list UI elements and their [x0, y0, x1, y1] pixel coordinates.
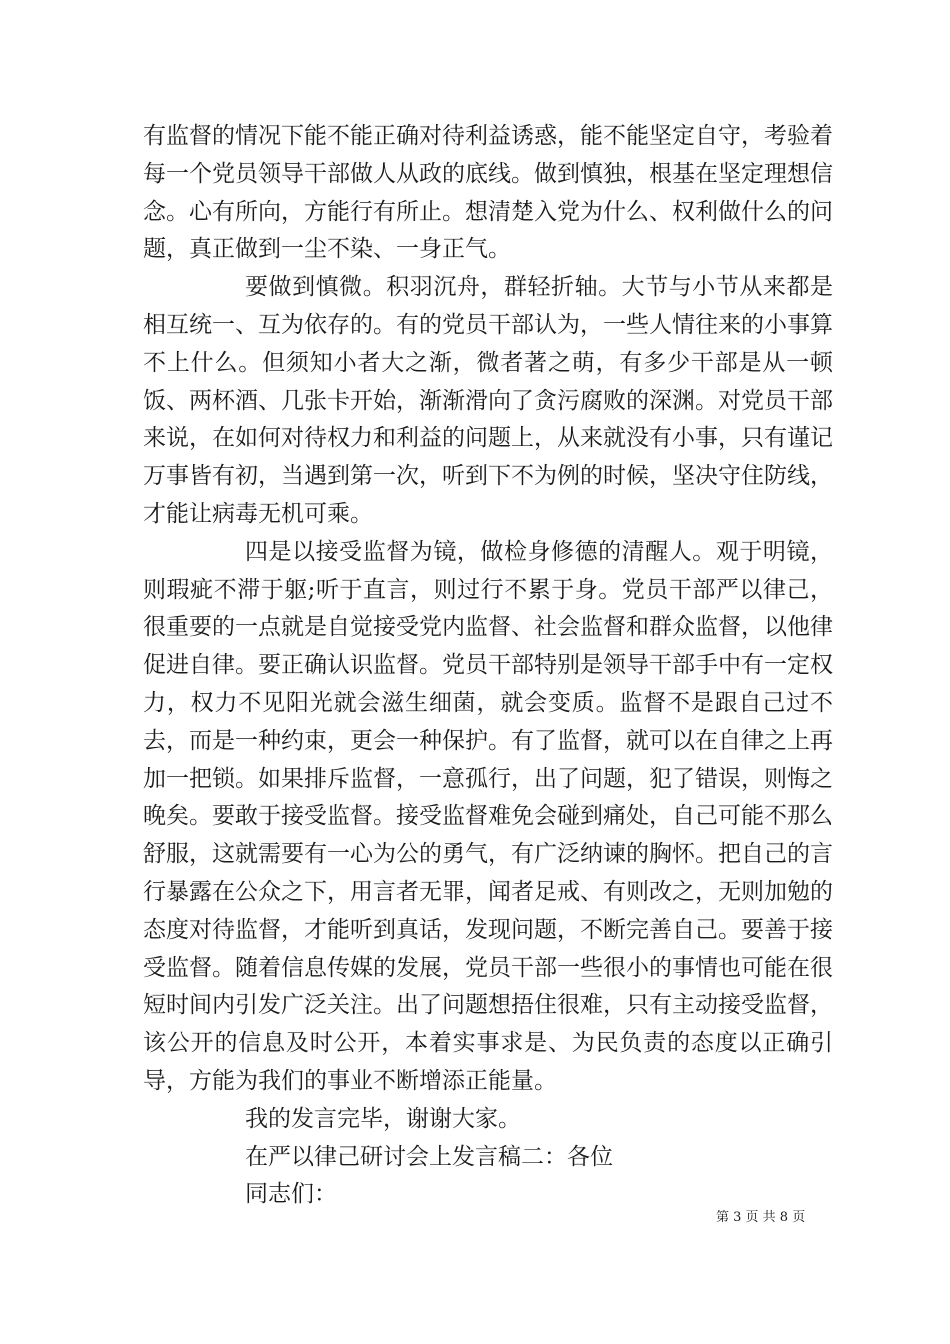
paragraph-shenwei: 要做到慎微。积羽沉舟，群轻折轴。大节与小节从来都是相互统一、互为依存的。有的党员干部认为，一些人情往来的小事算不上什么。但须知小者大之渐，微者著之萌，有多少干部是从一顿饭、两杯酒、几张卡开始，渐渐滑向了贪污腐败的深渊。对党员干部来说，在如何对待权力和利益的问题上，从来就没有小事，只有谨记万事皆有初，当遇到第一次，听到下不为例的时候，坚决守住防线，才能让病毒无机可乘。 — [143, 274, 833, 527]
paragraph-supervision: 四是以接受监督为镜，做检身修德的清醒人。观于明镜，则瑕疵不滞于躯;听于直言，则过行不累于身。党员干部严以律己，很重要的一点就是自觉接受党内监督、社会监督和群众监督，以他律促进自律。要正确认识监督。党员干部特别是领导干部手中有一定权力，权力不见阳光就会滋生细菌，就会变质。监督不是跟自己过不去，而是一种约束，更会一种保护。有了监督，就可以在自律之上再加一把锁。如果排斥监督，一意孤行，出了问题，犯了错误，则悔之晚矣。要敢于接受监督。接受监督难免会碰到痛处，自己可能不那么舒服，这就需要有一心为公的勇气，有广泛纳谏的胸怀。把自己的言行暴露在公众之下，用言者无罪，闻者足戒、有则改之，无则加勉的态度对待监督，才能听到真话，发现问题，不断完善自己。要善于接受监督。随着信息传媒的发展，党员干部一些很小的事情也可能在很短时间内引发广泛关注。出了问题想捂住很难，只有主动接受监督，该公开的信息及时公开，本着实事求是、为民负责的态度以正确引导，方能为我们的事业不断增添正能量。 — [143, 538, 833, 1094]
page-number: 第 3 页 共 8 页 — [716, 1210, 806, 1225]
paragraph-continuation: 有监督的情况下能不能正确对待利益诱惑，能不能坚定自守，考验着每一个党员领导干部做人从政的底线。做到慎独，根基在坚定理想信念。心有所向，方能行有所止。想清楚入党为什么、权利做什么的问题，真正做到一尘不染、一身正气。 — [143, 123, 833, 263]
paragraph-salutation: 同志们： — [245, 1181, 337, 1208]
paragraph-closing: 我的发言完毕，谢谢大家。 — [245, 1105, 521, 1132]
document-body — [143, 118, 833, 1214]
paragraph-speech-two-title: 在严以律己研讨会上发言稿二：各位 — [245, 1143, 613, 1170]
